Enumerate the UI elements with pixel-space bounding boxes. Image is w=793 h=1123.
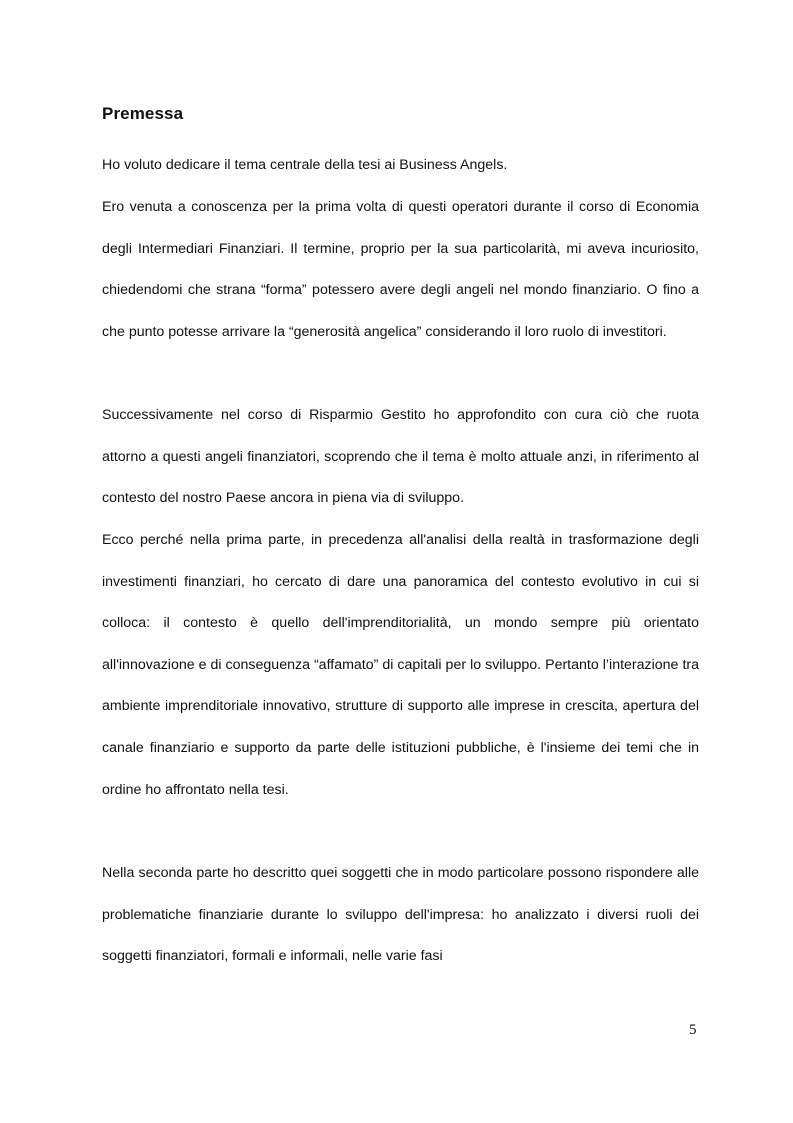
paragraph-second-part: Nella seconda parte ho descritto quei soggetti che in modo particolare possono rispondere alle problematiche finanziarie durante lo sviluppo dell'impresa: ho analizzato i diversi ruoli dei soggetti finanziatori, formali e informali, nelle varie fasi bbox=[102, 865, 699, 965]
page-number: 5 bbox=[689, 1022, 697, 1038]
paragraph-intro: Ho voluto dedicare il tema centrale della tesi ai Business Angels. bbox=[102, 157, 508, 173]
section-heading: Premessa bbox=[102, 104, 184, 123]
paragraph-first-part: Ecco perché nella prima parte, in precedenza all'analisi della realtà in trasformazione degli investimenti finanziari, ho cercato di dare una panoramica del contesto evolutivo in cui si colloca: il contesto è quello dell'imprenditorialità, un mondo sempre più orientato all'innovazione e di conseguenza “affamato” di capitali per lo sviluppo. Pertanto l’interazione tra ambiente imprenditoriale innovativo, strutture di supporto alle imprese in crescita, apertura del canale finanziario e supporto da parte delle istituzioni pubbliche, è l'insieme dei temi che in ordine ho affrontato nella tesi. bbox=[102, 532, 699, 798]
paragraph-origin: Ero venuta a conoscenza per la prima volta di questi operatori durante il corso di Economia degli Intermediari Finanziari. Il termine, proprio per la sua particolarità, mi aveva incuriosito, chiedendomi che strana “forma” potessero avere degli angeli nel mondo finanziario. O fino a che punto potesse arrivare la “generosità angelica” considerando il loro ruolo di investitori. bbox=[102, 199, 699, 340]
paragraph-deepening: Successivamente nel corso di Risparmio Gestito ho approfondito con cura ciò che ruota attorno a questi angeli finanziatori, scoprendo che il tema è molto attuale anzi, in riferimento al contesto del nostro Paese ancora in piena via di sviluppo. bbox=[102, 407, 699, 507]
